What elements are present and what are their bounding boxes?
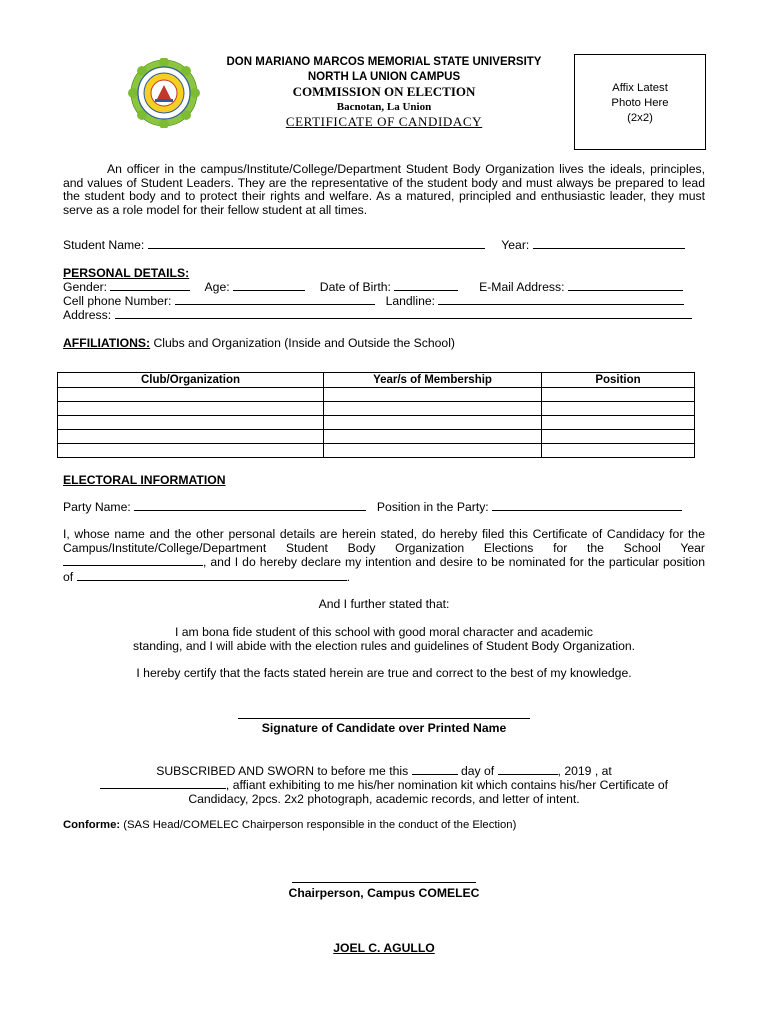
- gender-field[interactable]: [110, 280, 190, 291]
- candidate-signature-line[interactable]: [238, 718, 530, 719]
- sworn-month-field[interactable]: [498, 764, 558, 775]
- table-cell[interactable]: [542, 416, 695, 430]
- landline-field[interactable]: [438, 294, 684, 305]
- table-row: [58, 444, 695, 458]
- electoral-heading: ELECTORAL INFORMATION: [63, 473, 226, 487]
- photo-box-line: Photo Here: [611, 97, 669, 109]
- column-header: Year/s of Membership: [324, 373, 542, 388]
- table-cell[interactable]: [542, 444, 695, 458]
- conforme-row: [63, 818, 703, 832]
- table-cell[interactable]: [58, 444, 324, 458]
- document-title: CERTIFICATE OF CANDIDACY: [285, 114, 483, 129]
- affiliations-table: [57, 372, 695, 458]
- table-cell[interactable]: [58, 388, 324, 402]
- university-name: DON MARIANO MARCOS MEMORIAL STATE UNIVERSITY: [226, 56, 542, 68]
- year-field[interactable]: [533, 238, 685, 249]
- table-row: [58, 430, 695, 444]
- address-field[interactable]: [115, 308, 692, 319]
- intro-paragraph: An officer in the campus/Institute/College/Department Student Body Organization lives the ideals, principles, and values of Student Leaders. They are the representative of the student body and must always be prepared to lead the student body and to protect their rights and welfare. As a matured, principled and enthusiastic leader, they must serve as a role model for their fellow student at all times.: [63, 162, 705, 218]
- school-year-field[interactable]: [63, 555, 203, 566]
- student-name-row: [63, 238, 703, 252]
- student-name-field[interactable]: [148, 238, 485, 249]
- personal-row-3: [63, 308, 703, 322]
- table-cell[interactable]: [324, 402, 542, 416]
- age-field[interactable]: [233, 280, 305, 291]
- table-cell[interactable]: [324, 444, 542, 458]
- age-label: Age:: [204, 280, 230, 294]
- table-cell[interactable]: [542, 430, 695, 444]
- column-header: Position: [542, 373, 695, 388]
- table-cell[interactable]: [324, 416, 542, 430]
- cell-label: Cell phone Number:: [63, 294, 172, 308]
- sworn-place-field[interactable]: [100, 778, 226, 789]
- table-cell[interactable]: [542, 402, 695, 416]
- affiliations-row: [63, 336, 703, 350]
- position-sought-field[interactable]: [77, 570, 347, 581]
- office-name: COMMISSION ON ELECTION: [292, 84, 476, 99]
- further-statement: And I further stated that:: [318, 597, 450, 611]
- candidate-signature-label: Signature of Candidate over Printed Name: [261, 721, 507, 735]
- office-location: Bacnotan, La Union: [336, 101, 432, 113]
- sworn-day-field[interactable]: [412, 764, 458, 775]
- table-cell[interactable]: [542, 388, 695, 402]
- personal-details-heading: PERSONAL DETAILS:: [63, 266, 190, 280]
- party-position-label: Position in the Party:: [376, 500, 489, 514]
- dob-label: Date of Birth:: [319, 280, 391, 294]
- student-name-label: Student Name:: [63, 238, 145, 252]
- certify-statement: I hereby certify that the facts stated herein are true and correct to the best of my knowledge.: [136, 666, 632, 680]
- dob-field[interactable]: [394, 280, 458, 291]
- conforme-label: Conforme:: [63, 819, 121, 831]
- photo-box-line: Affix Latest: [612, 82, 668, 94]
- table-cell[interactable]: [324, 430, 542, 444]
- bona-fide-statement: I am bona fide student of this school with good moral character and academic standing, and I will abide with the election rules and guidelines of Student Body Organization.: [132, 625, 636, 653]
- cell-field[interactable]: [175, 294, 375, 305]
- landline-label: Landline:: [385, 294, 436, 308]
- affiliations-heading: AFFILIATIONS:: [63, 336, 151, 350]
- campus-name: NORTH LA UNION CAMPUS: [307, 71, 461, 83]
- party-position-field[interactable]: [492, 500, 682, 511]
- party-name-field[interactable]: [134, 500, 366, 511]
- table-row: [58, 402, 695, 416]
- table-cell[interactable]: [58, 416, 324, 430]
- chairperson-name: JOEL C. AGULLO: [333, 941, 435, 955]
- table-cell[interactable]: [58, 402, 324, 416]
- chairperson-title: Chairperson, Campus COMELEC: [288, 886, 480, 900]
- table-header-row: [58, 373, 695, 388]
- conforme-text: (SAS Head/COMELEC Chairperson responsible in the conduct of the Election): [123, 819, 517, 831]
- email-field[interactable]: [568, 280, 683, 291]
- chairperson-signature-line[interactable]: [292, 882, 476, 883]
- table-cell[interactable]: [58, 430, 324, 444]
- photo-box-line: (2x2): [627, 112, 653, 124]
- email-label: E-Mail Address:: [479, 280, 565, 294]
- address-label: Address:: [63, 308, 112, 322]
- personal-row-2: [63, 294, 703, 308]
- party-name-label: Party Name:: [63, 500, 131, 514]
- gender-label: Gender:: [63, 280, 108, 294]
- declaration-paragraph: I, whose name and the other personal details are herein stated, do hereby filed this Certificate of Candidacy for the Campus/Institute/College/Department Student Body Organization Elections for the School Year , and I do hereby declare my intention and desire to be nominated for the particular position of .: [63, 527, 705, 585]
- table-cell[interactable]: [324, 388, 542, 402]
- sworn-paragraph: SUBSCRIBED AND SWORN to before me this day of , 2019 , at , affiant exhibiting to me his/her nomination kit which contains his/her Certificate of Candidacy, 2pcs. 2x2 photograph, academic records, and letter of intent.: [63, 764, 705, 806]
- column-header: Club/Organization: [58, 373, 324, 388]
- affiliations-desc: Clubs and Organization (Inside and Outside the School): [153, 336, 455, 350]
- personal-row-1: [63, 280, 703, 294]
- table-row: [58, 416, 695, 430]
- year-label: Year:: [501, 238, 530, 252]
- party-row: [63, 500, 703, 514]
- table-row: [58, 388, 695, 402]
- photo-box: [574, 54, 706, 150]
